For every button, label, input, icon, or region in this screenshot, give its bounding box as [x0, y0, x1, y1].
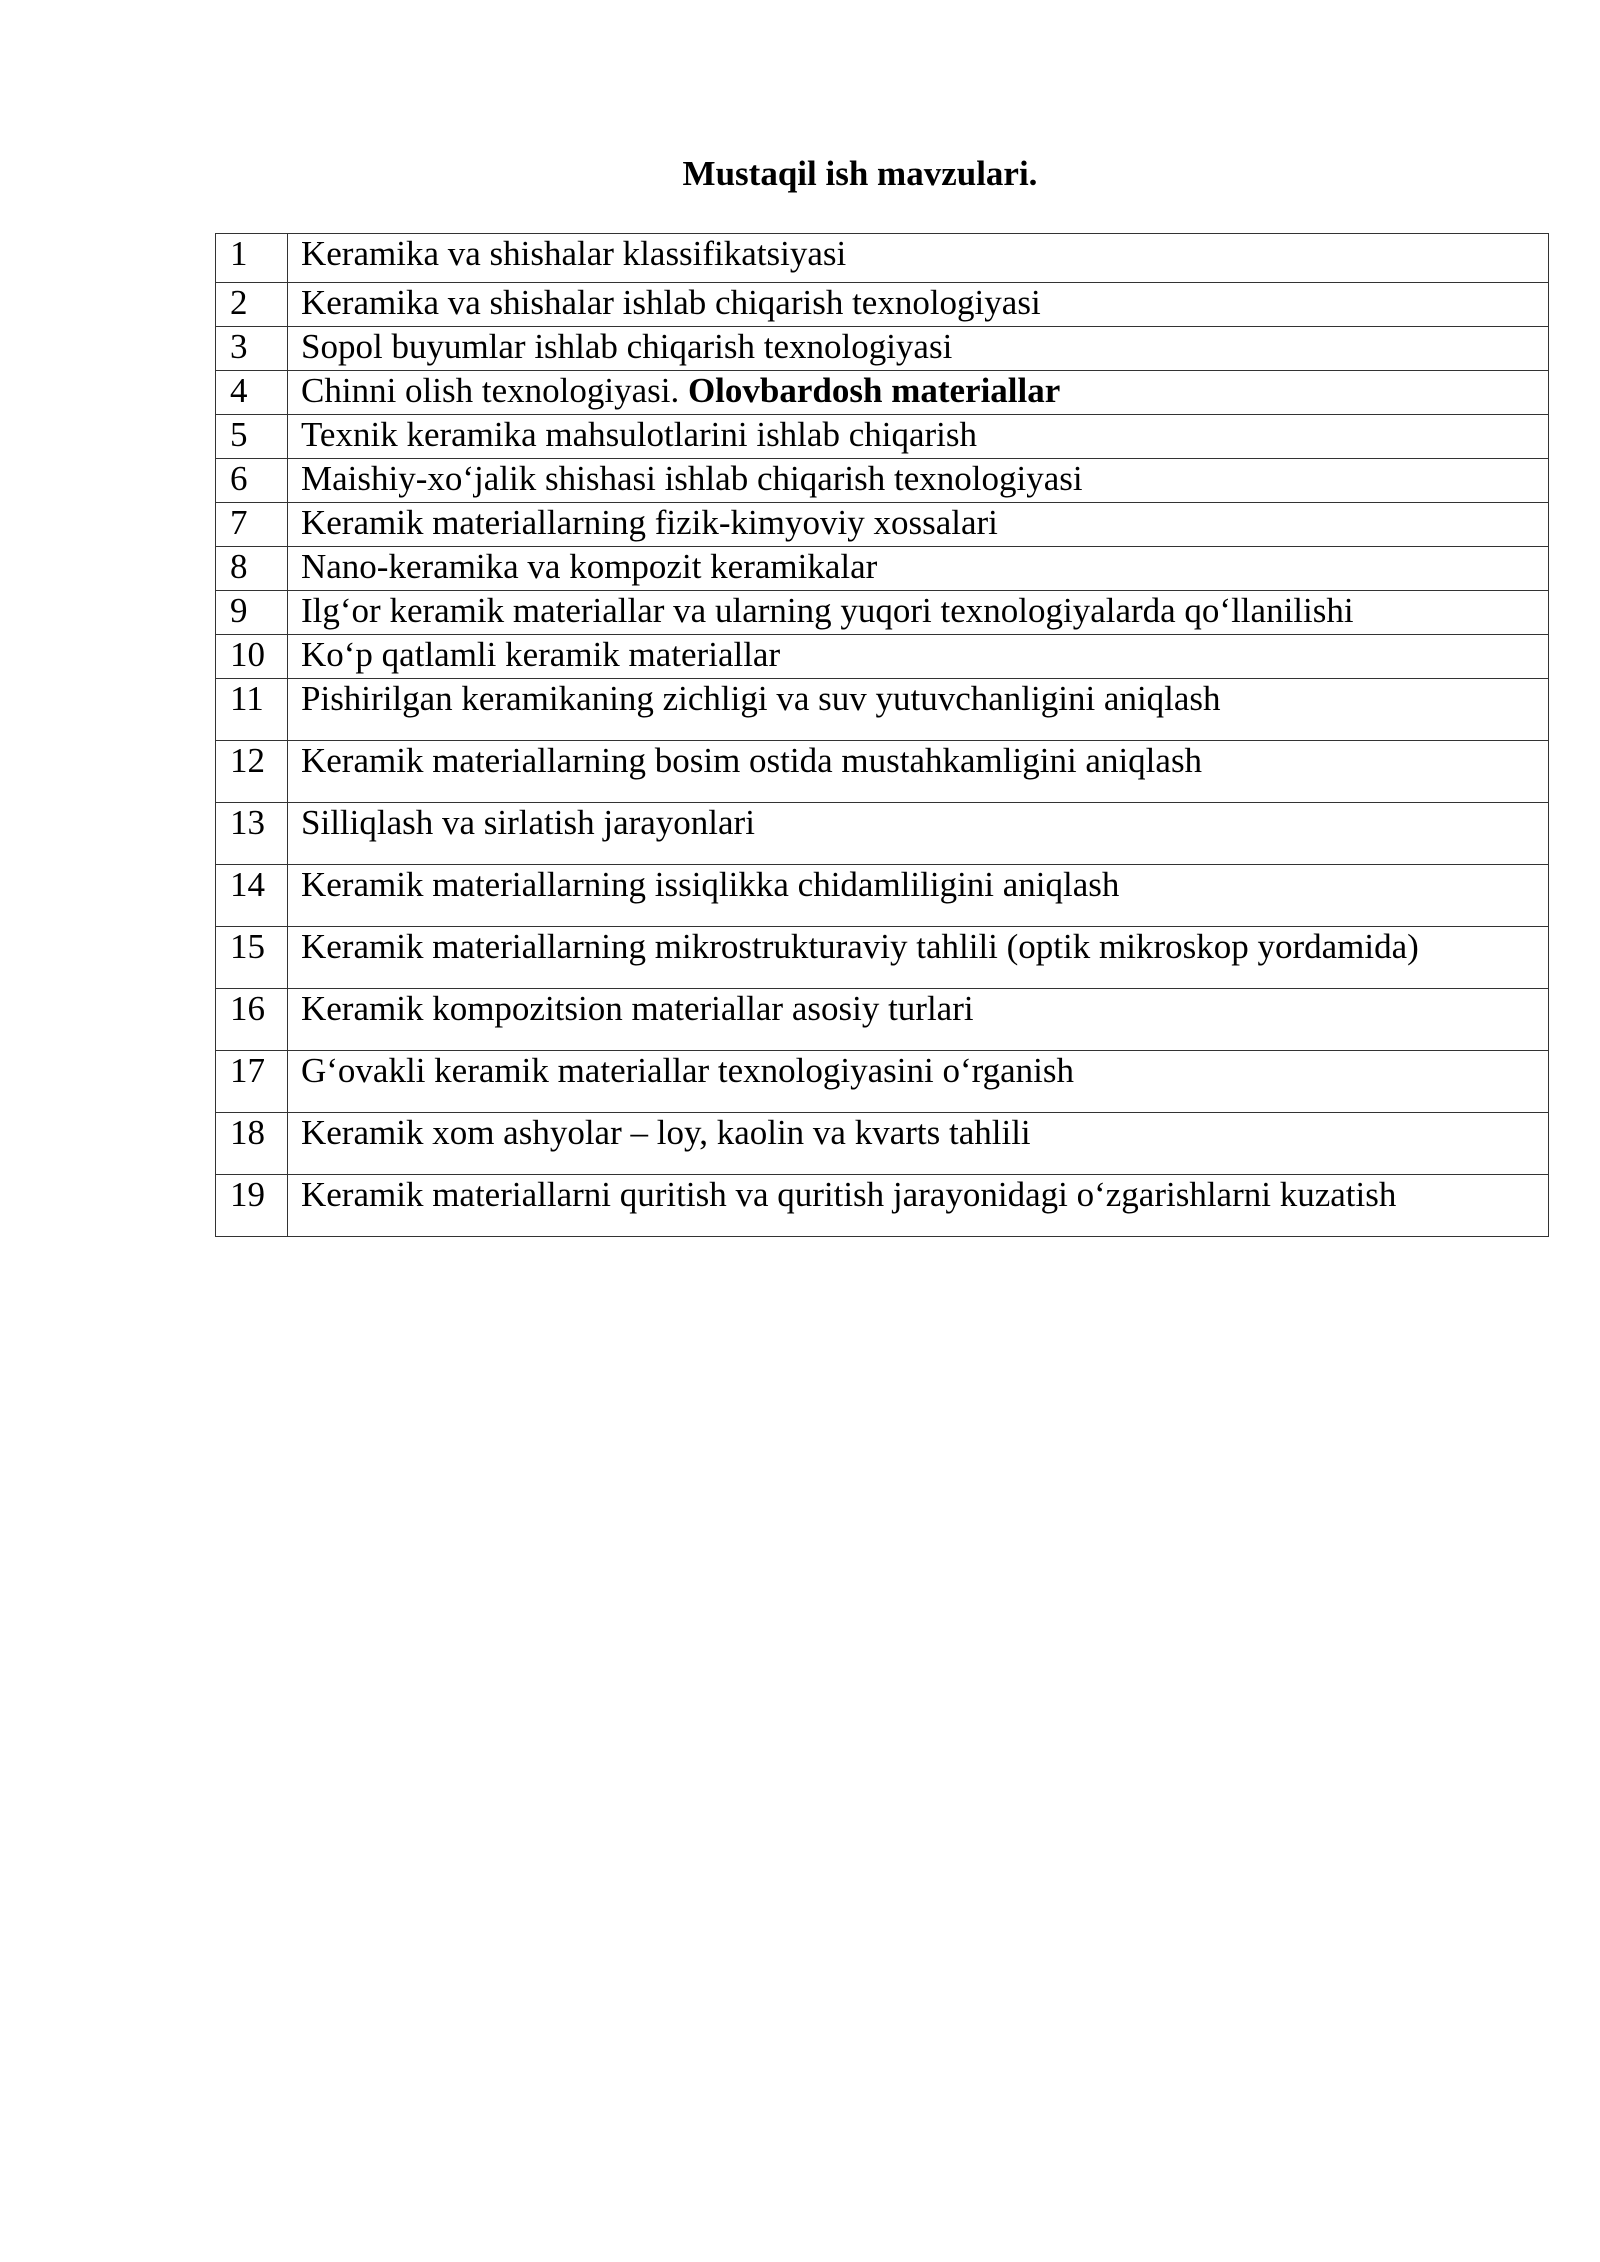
table-row	[216, 635, 1549, 679]
topic-text: Ilg‘or keramik materiallar va ularning yuqori texnologiyalarda qo‘llanilishi	[288, 591, 1549, 635]
topic-number: 1	[216, 234, 288, 283]
topic-text: Keramik materiallarni quritish va quritish jarayonidagi o‘zgarishlarni kuzatish	[288, 1175, 1549, 1237]
topic-text: Silliqlash va sirlatish jarayonlari	[288, 803, 1549, 865]
topic-number: 19	[216, 1175, 288, 1237]
topic-number: 17	[216, 1051, 288, 1113]
topic-number: 6	[216, 459, 288, 503]
topic-number: 9	[216, 591, 288, 635]
topic-text: Keramik materiallarning fizik-kimyoviy xossalari	[288, 503, 1549, 547]
page-title: Mustaqil ish mavzulari.	[682, 154, 1038, 193]
topic-text: G‘ovakli keramik materiallar texnologiyasini o‘rganish	[288, 1051, 1549, 1113]
topics-table	[215, 233, 1549, 1237]
table-row	[216, 1175, 1549, 1237]
topic-text: Keramika va shishalar ishlab chiqarish texnologiyasi	[288, 283, 1549, 327]
topic-number: 4	[216, 371, 288, 415]
topic-number: 8	[216, 547, 288, 591]
topic-text: Ko‘p qatlamli keramik materiallar	[288, 635, 1549, 679]
table-row	[216, 679, 1549, 741]
table-row	[216, 283, 1549, 327]
topic-number: 14	[216, 865, 288, 927]
topic-number: 11	[216, 679, 288, 741]
topic-text-bold: Olovbardosh materiallar	[687, 371, 1061, 410]
table-row	[216, 741, 1549, 803]
table-row	[216, 865, 1549, 927]
table-row	[216, 547, 1549, 591]
table-row	[216, 327, 1549, 371]
topic-number: 18	[216, 1113, 288, 1175]
topic-number: 2	[216, 283, 288, 327]
topic-text-regular: Chinni olish texnologiyasi.	[301, 371, 688, 410]
topic-text: Keramika va shishalar klassifikatsiyasi	[288, 234, 1549, 283]
table-row	[216, 1113, 1549, 1175]
topic-text: Keramik materiallarning mikrostrukturaviy tahlili (optik mikroskop yordamida)	[288, 927, 1549, 989]
topic-number: 13	[216, 803, 288, 865]
table-row	[216, 803, 1549, 865]
table-row	[216, 591, 1549, 635]
table-row	[216, 989, 1549, 1051]
topic-text: Keramik xom ashyolar – loy, kaolin va kvarts tahlili	[288, 1113, 1549, 1175]
table-row	[216, 371, 1549, 415]
topic-text: Texnik keramika mahsulotlarini ishlab chiqarish	[288, 415, 1549, 459]
topic-text: Keramik materiallarning bosim ostida mustahkamligini aniqlash	[288, 741, 1549, 803]
topic-number: 12	[216, 741, 288, 803]
topic-number: 5	[216, 415, 288, 459]
topic-text: Sopol buyumlar ishlab chiqarish texnologiyasi	[288, 327, 1549, 371]
table-row	[216, 927, 1549, 989]
table-row	[216, 1051, 1549, 1113]
topic-number: 16	[216, 989, 288, 1051]
table-row	[216, 234, 1549, 283]
topic-number: 15	[216, 927, 288, 989]
topic-text: Keramik kompozitsion materiallar asosiy turlari	[288, 989, 1549, 1051]
topic-text: Pishirilgan keramikaning zichligi va suv yutuvchanligini aniqlash	[288, 679, 1549, 741]
topic-number: 10	[216, 635, 288, 679]
topic-number: 3	[216, 327, 288, 371]
topic-text: Keramik materiallarning issiqlikka chidamliligini aniqlash	[288, 865, 1549, 927]
table-row	[216, 503, 1549, 547]
topic-text: Nano-keramika va kompozit keramikalar	[288, 547, 1549, 591]
table-row	[216, 459, 1549, 503]
topic-number: 7	[216, 503, 288, 547]
table-row	[216, 415, 1549, 459]
topic-text: Maishiy-xo‘jalik shishasi ishlab chiqarish texnologiyasi	[288, 459, 1549, 503]
topic-text	[288, 371, 1549, 415]
